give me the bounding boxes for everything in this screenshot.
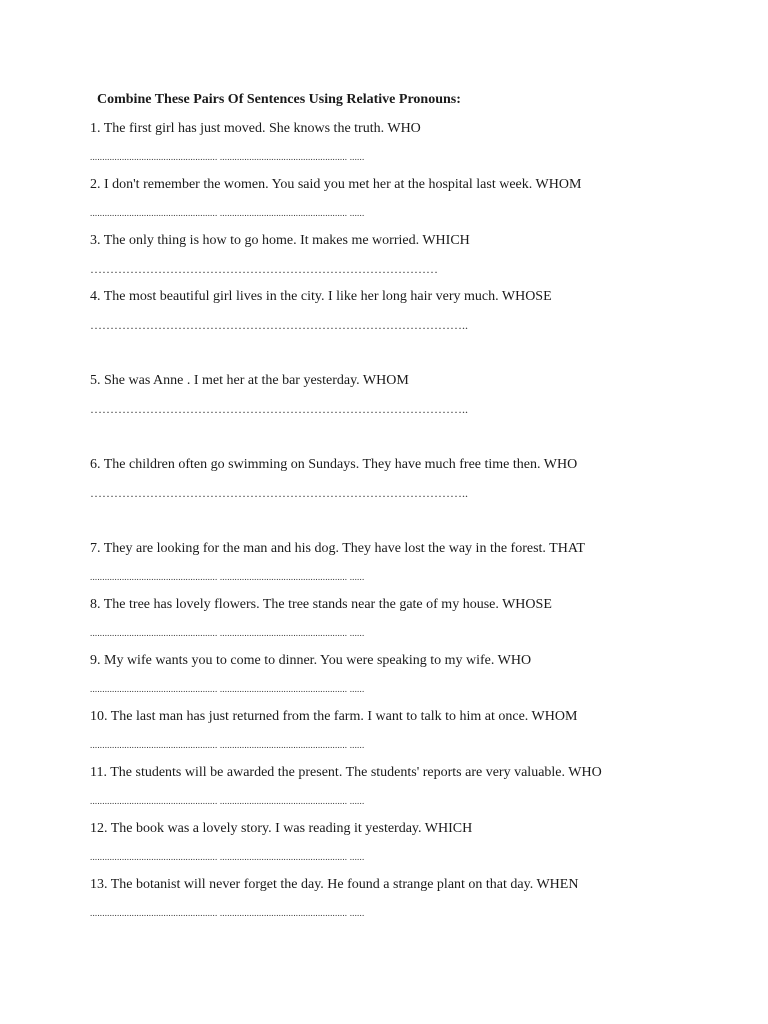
exercise-item-4: 4. The most beautiful girl lives in the city. I like her long hair very much. WHOSE [90, 289, 552, 304]
answer-line-5: ………………………………………………………………………………….. [90, 402, 468, 416]
answer-line-6: ………………………………………………………………………………….. [90, 486, 468, 500]
answer-line-12: .................................................... .................................................... ...... [90, 852, 365, 862]
answer-line-3: …………………………………………………………………………… [90, 262, 438, 276]
answer-line-8: .................................................... .................................................... ...... [90, 628, 365, 638]
exercise-item-7: 7. They are looking for the man and his dog. They have lost the way in the forest. THAT [90, 541, 585, 556]
exercise-item-3: 3. The only thing is how to go home. It makes me worried. WHICH [90, 233, 470, 248]
exercise-item-11: 11. The students will be awarded the present. The students' reports are very valuable. WHO [90, 765, 602, 780]
answer-line-7: .................................................... .................................................... ...... [90, 572, 365, 582]
exercise-item-1: 1. The first girl has just moved. She knows the truth. WHO [90, 121, 421, 136]
answer-line-9: .................................................... .................................................... ...... [90, 684, 365, 694]
exercise-item-2: 2. I don't remember the women. You said you met her at the hospital last week. WHOM [90, 177, 582, 192]
exercise-item-8: 8. The tree has lovely flowers. The tree stands near the gate of my house. WHOSE [90, 597, 552, 612]
exercise-item-13: 13. The botanist will never forget the day. He found a strange plant on that day. WHEN [90, 877, 579, 892]
exercise-item-12: 12. The book was a lovely story. I was reading it yesterday. WHICH [90, 821, 473, 836]
exercise-item-5: 5. She was Anne . I met her at the bar yesterday. WHOM [90, 373, 409, 388]
exercise-item-9: 9. My wife wants you to come to dinner. You were speaking to my wife. WHO [90, 653, 532, 668]
exercise-item-10: 10. The last man has just returned from the farm. I want to talk to him at once. WHOM [90, 709, 578, 724]
worksheet-title: Combine These Pairs Of Sentences Using Relative Pronouns: [97, 92, 461, 107]
answer-line-10: .................................................... .................................................... ...... [90, 740, 365, 750]
answer-line-1: .................................................... .................................................... ...... [90, 152, 365, 162]
exercise-item-6: 6. The children often go swimming on Sundays. They have much free time then. WHO [90, 457, 578, 472]
answer-line-11: .................................................... .................................................... ...... [90, 796, 365, 806]
answer-line-13: .................................................... .................................................... ...... [90, 908, 365, 918]
answer-line-4: ………………………………………………………………………………….. [90, 318, 468, 332]
answer-line-2: .................................................... .................................................... ...... [90, 208, 365, 218]
